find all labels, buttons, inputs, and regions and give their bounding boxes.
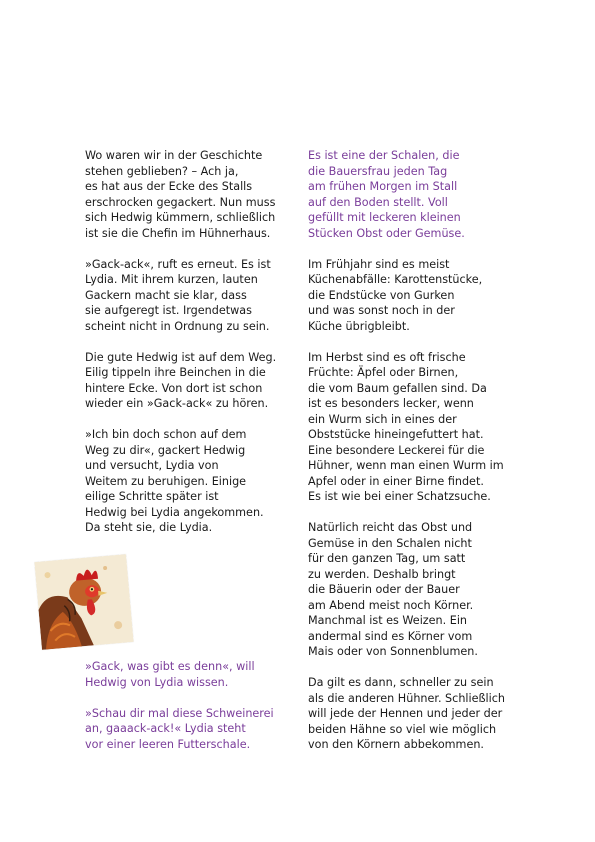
text-line: Im Herbst sind es oft frische (308, 350, 466, 364)
text-line: an, gaaack-ack!« Lydia steht (85, 722, 246, 735)
text-line: für den ganzen Tag, um satt (308, 552, 466, 565)
text-line: am Abend meist noch Körner. (308, 598, 474, 612)
text-line: am frühen Morgen im Stall (308, 180, 458, 193)
text-line: ist sie die Chefin im Hühnerhaus. (85, 226, 271, 240)
text-line: die vom Baum gefallen sind. Da (308, 381, 487, 395)
text-line: Hedwig von Lydia wissen. (85, 675, 229, 689)
paragraph (85, 427, 297, 536)
text-line: Eine besondere Leckerei für die (308, 443, 485, 457)
text-line: Stücken Obst oder Gemüse. (308, 226, 465, 240)
text-line: Es ist eine der Schalen, die (308, 149, 460, 162)
paragraph (85, 257, 297, 335)
paragraph (308, 148, 523, 241)
text-line: die Bäuerin oder der Bauer (308, 583, 460, 596)
text-line: Wo waren wir in der Geschichte (85, 149, 263, 162)
text-line: Gackern macht sie klar, dass (85, 288, 247, 302)
text-line: Mais oder von Sonnenblumen. (308, 645, 478, 658)
text-line: »Gack, was gibt es denn«, will (85, 660, 255, 673)
text-line: will jede der Hennen und jeder der (308, 707, 503, 720)
text-line: die Bauersfrau jeden Tag (308, 164, 448, 178)
text-line: Hühner, wenn man einen Wurm im (308, 459, 504, 472)
text-line: andermal sind es Körner vom (308, 629, 473, 643)
paragraph (308, 350, 523, 505)
text-line: gefüllt mit leckeren kleinen (308, 211, 461, 224)
text-line: Früchte: Äpfel oder Birnen, (308, 366, 459, 379)
paragraph (308, 675, 523, 753)
text-line: Gemüse in den Schalen nicht (308, 536, 472, 550)
text-line: Die gute Hedwig ist auf dem Weg. (85, 350, 277, 364)
text-line: vor einer leeren Futterschale. (85, 737, 251, 751)
text-line: stehen geblieben? – Ach ja, (85, 164, 239, 178)
text-line: als die anderen Hühner. Schließlich (308, 691, 506, 705)
left-column (85, 148, 297, 551)
text-line: Da steht sie, die Lydia. (85, 521, 213, 534)
paragraph (85, 148, 297, 241)
text-line: Manchmal ist es Weizen. Ein (308, 614, 468, 627)
text-line: Weg zu dir«, gackert Hedwig (85, 443, 246, 457)
text-line: und was sonst noch in der (308, 304, 455, 317)
text-line: die Endstücke von Gurken (308, 288, 455, 302)
paragraph (308, 257, 523, 335)
text-line: Apfel oder in einer Birne findet. (308, 474, 484, 488)
text-line: »Gack-ack«, ruft es erneut. Es ist (85, 257, 271, 271)
text-line: Hedwig bei Lydia angekommen. (85, 505, 264, 519)
text-line: hintere Ecke. Von dort ist schon (85, 381, 263, 395)
text-line: eilige Schritte später ist (85, 490, 219, 503)
text-line: Es ist wie bei einer Schatzsuche. (308, 490, 491, 503)
text-line: Eilig tippeln ihre Beinchen in die (85, 366, 266, 379)
hen-illustration-icon (34, 554, 133, 650)
right-column (308, 148, 523, 768)
text-line: »Schau dir mal diese Schweinerei (85, 706, 274, 720)
text-line: Obststücke hineingefuttert hat. (308, 428, 484, 441)
text-line: »Ich bin doch schon auf dem (85, 428, 247, 441)
text-line: Da gilt es dann, schneller zu sein (308, 676, 494, 689)
text-line: Weitem zu beruhigen. Einige (85, 474, 247, 488)
paragraph (85, 350, 297, 412)
text-line: es hat aus der Ecke des Stalls (85, 180, 253, 193)
paragraph (308, 520, 523, 660)
text-line: Natürlich reicht das Obst und (308, 521, 473, 534)
paragraph (85, 659, 297, 690)
text-line: erschrocken gegackert. Nun muss (85, 195, 276, 209)
paragraph (85, 706, 297, 753)
text-line: sie aufgeregt ist. Irgendetwas (85, 304, 252, 317)
text-line: von den Körnern abbekommen. (308, 738, 484, 751)
text-line: wieder ein »Gack-ack« zu hören. (85, 397, 269, 410)
text-line: Im Frühjahr sind es meist (308, 257, 450, 271)
text-line: scheint nicht in Ordnung zu sein. (85, 319, 270, 333)
text-line: Küchenabfälle: Karottenstücke, (308, 273, 483, 286)
text-line: auf den Boden stellt. Voll (308, 195, 448, 209)
text-line: und versucht, Lydia von (85, 459, 219, 472)
text-line: ein Wurm sich in eines der (308, 412, 457, 426)
bottom-left-dialogue (85, 659, 297, 768)
text-line: beiden Hähne so viel wie möglich (308, 722, 497, 736)
text-line: Lydia. Mit ihrem kurzen, lauten (85, 273, 258, 286)
text-line: sich Hedwig kümmern, schließlich (85, 211, 276, 224)
text-line: ist es besonders lecker, wenn (308, 397, 474, 410)
text-line: Küche übrigbleibt. (308, 319, 410, 333)
text-line: zu werden. Deshalb bringt (308, 567, 456, 581)
